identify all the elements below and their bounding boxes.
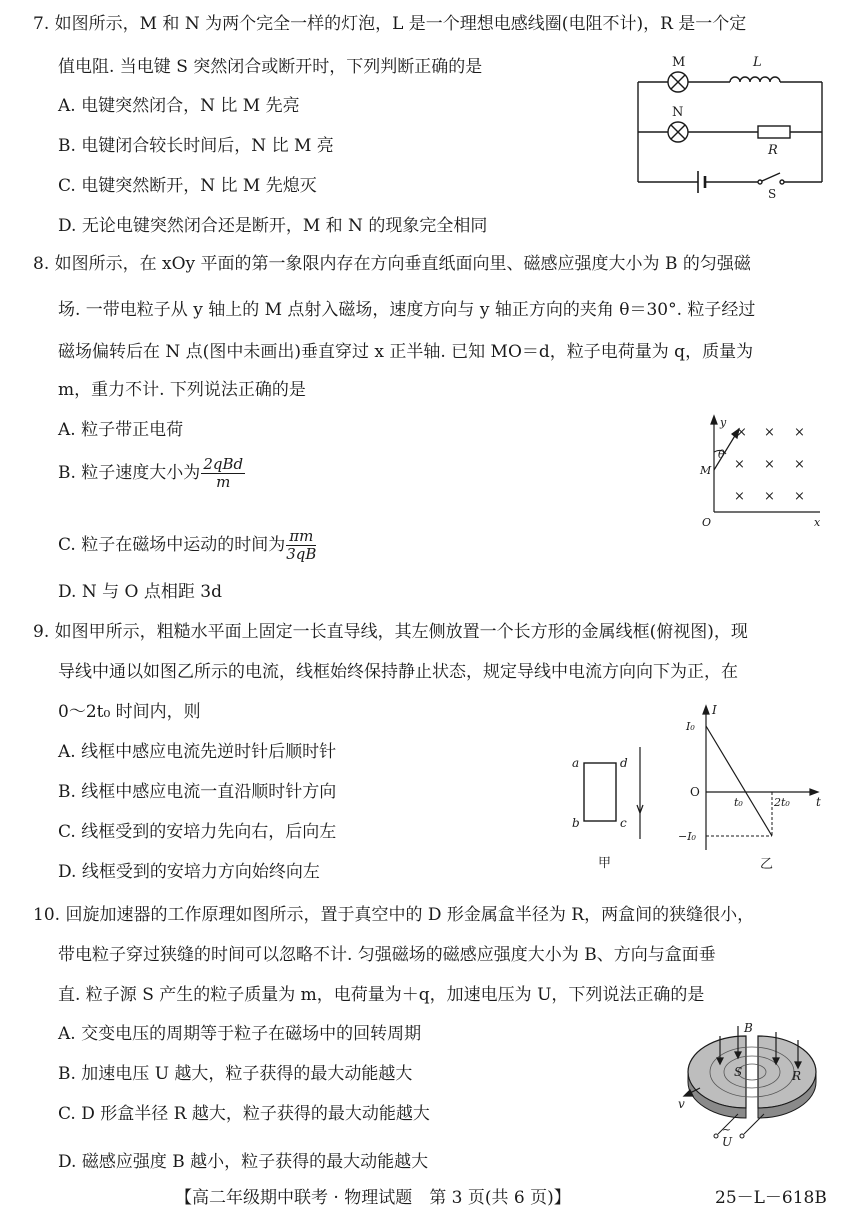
q10-label-b: B xyxy=(744,1022,753,1035)
q8-stem-line2: 场. 一带电粒子从 y 轴上的 M 点射入磁场，速度方向与 y 轴正方向的夹角 θ＝30°. 粒子经过 xyxy=(58,300,756,320)
q8-point-m-label: M xyxy=(700,464,712,477)
q8-option-c xyxy=(58,528,316,563)
q7-circuit-diagram xyxy=(630,50,830,200)
q8-option-c-fraction xyxy=(286,528,316,563)
q10-stem-line2: 带电粒子穿过狭缝的时间可以忽略不计. 匀强磁场的磁感应强度大小为 B、方向与盒面垂 xyxy=(58,945,716,965)
q7-label-s: S xyxy=(768,187,777,200)
q8-magnetic-field-diagram xyxy=(696,412,826,530)
q7-label-l: L xyxy=(753,55,762,70)
q8-field-cross: × xyxy=(794,489,805,504)
q8-stem-line4: m，重力不计. 下列说法正确的是 xyxy=(58,380,306,400)
q9-figure-yi-label: 乙 xyxy=(760,857,774,872)
q8-option-c-prefix: C. 粒子在磁场中运动的时间为 xyxy=(58,535,286,555)
q10-stem-line3: 直. 粒子源 S 产生的粒子质量为 m，电荷量为＋q，加速电压为 U，下列说法正确的是 xyxy=(58,985,705,1005)
q9-stem-line1: 9. 如图甲所示，粗糙水平面上固定一长直导线，其左侧放置一个长方形的金属线框(俯视图)，现 xyxy=(33,622,748,642)
page-footer-code: 25－L－618B xyxy=(715,1188,827,1208)
q7-label-n: N xyxy=(672,105,684,120)
q7-option-d: D. 无论电键突然闭合还是断开，M 和 N 的现象完全相同 xyxy=(58,216,488,236)
q9-corner-c: c xyxy=(620,816,627,830)
q7-label-m: M xyxy=(672,55,686,70)
q9-tick-neg-i0: −I₀ xyxy=(678,830,696,843)
q8-field-cross: × xyxy=(794,457,805,472)
q8-field-cross: × xyxy=(736,425,747,440)
q7-option-b: B. 电键闭合较长时间后，N 比 M 亮 xyxy=(58,136,334,156)
q10-option-a: A. 交变电压的周期等于粒子在磁场中的回转周期 xyxy=(58,1024,422,1044)
q8-option-b-denominator: m xyxy=(216,473,231,491)
q8-field-cross: × xyxy=(764,489,775,504)
q7-stem-line2: 值电阻. 当电键 S 突然闭合或断开时，下列判断正确的是 xyxy=(58,57,483,77)
q7-stem-line1: 7. 如图所示，M 和 N 为两个完全一样的灯泡，L 是一个理想电感线圈(电阻不计)，R 是一个定 xyxy=(33,14,747,34)
q8-field-cross: × xyxy=(734,457,745,472)
q8-field-cross: × xyxy=(734,489,745,504)
q9-axis-i-label: I xyxy=(712,703,717,717)
q8-option-d: D. N 与 O 点相距 3d xyxy=(58,582,222,602)
q10-option-c: C. D 形盒半径 R 越大，粒子获得的最大动能越大 xyxy=(58,1104,430,1124)
q8-option-b-fraction xyxy=(201,456,245,491)
q8-option-c-numerator: πm xyxy=(286,528,316,546)
q9-option-a: A. 线框中感应电流先逆时针后顺时针 xyxy=(58,742,337,762)
q9-stem-line3: 0～2t₀ 时间内，则 xyxy=(58,702,201,722)
q8-option-b-prefix: B. 粒子速度大小为 xyxy=(58,463,201,483)
q9-figure-jia-label: 甲 xyxy=(598,856,612,871)
q10-label-s: S xyxy=(734,1065,743,1079)
q8-stem-line1: 8. 如图所示，在 xOy 平面的第一象限内存在方向垂直纸面向里、磁感应强度大小为 B 的匀强磁 xyxy=(33,254,751,274)
q10-label-u-tilde: ~ xyxy=(722,1123,732,1136)
q7-label-r: R xyxy=(768,143,778,158)
q8-option-c-denominator: 3qB xyxy=(286,545,317,563)
q10-label-v: v xyxy=(678,1097,685,1111)
q9-corner-d: d xyxy=(620,756,628,770)
q8-option-a: A. 粒子带正电荷 xyxy=(58,420,184,440)
q10-label-r: R xyxy=(792,1069,802,1083)
q8-option-b xyxy=(58,456,245,491)
q8-theta-label: θ xyxy=(718,448,725,461)
q9-figure-jia xyxy=(568,735,668,885)
q10-option-b: B. 加速电压 U 越大，粒子获得的最大动能越大 xyxy=(58,1064,413,1084)
q9-tick-2t0: 2t₀ xyxy=(774,796,790,809)
q8-axis-x-label: x xyxy=(814,516,821,529)
q10-stem-line1: 10. 回旋加速器的工作原理如图所示，置于真空中的 D 形金属盒半径为 R，两盒间的狭缝很小， xyxy=(33,905,755,925)
q8-stem-line3: 磁场偏转后在 N 点(图中未画出)垂直穿过 x 正半轴. 已知 MO＝d，粒子电荷量为 q，质量为 xyxy=(58,342,754,362)
q9-corner-a: a xyxy=(572,756,580,770)
q9-option-d: D. 线框受到的安培力方向始终向左 xyxy=(58,862,320,882)
q9-origin-label: O xyxy=(690,785,700,799)
q10-cyclotron-diagram xyxy=(676,1022,836,1150)
q9-axis-t-label: t xyxy=(816,795,821,809)
q9-corner-b: b xyxy=(572,816,580,830)
q9-current-graph xyxy=(676,700,836,885)
q10-label-u: U xyxy=(722,1135,733,1149)
q7-option-a: A. 电键突然闭合，N 比 M 先亮 xyxy=(58,96,300,116)
q10-option-d: D. 磁感应强度 B 越小，粒子获得的最大动能越大 xyxy=(58,1152,429,1172)
q8-field-cross: × xyxy=(764,457,775,472)
page-footer-title: 【高二年级期中联考 · 物理试题 第 3 页(共 6 页)】 xyxy=(175,1188,571,1208)
q8-axis-y-label: y xyxy=(720,416,727,429)
q7-option-c: C. 电键突然断开，N 比 M 先熄灭 xyxy=(58,176,317,196)
q8-origin-label: O xyxy=(702,516,712,529)
q9-option-b: B. 线框中感应电流一直沿顺时针方向 xyxy=(58,782,337,802)
q9-tick-t0: t₀ xyxy=(734,796,743,809)
q8-field-cross: × xyxy=(794,425,805,440)
q8-option-b-numerator: 2qBd xyxy=(203,455,244,473)
q8-field-cross: × xyxy=(764,425,775,440)
q9-stem-line2: 导线中通以如图乙所示的电流，线框始终保持静止状态，规定导线中电流方向向下为正，在 xyxy=(58,662,738,682)
q9-option-c: C. 线框受到的安培力先向右，后向左 xyxy=(58,822,337,842)
q9-tick-i0: I₀ xyxy=(686,720,695,733)
